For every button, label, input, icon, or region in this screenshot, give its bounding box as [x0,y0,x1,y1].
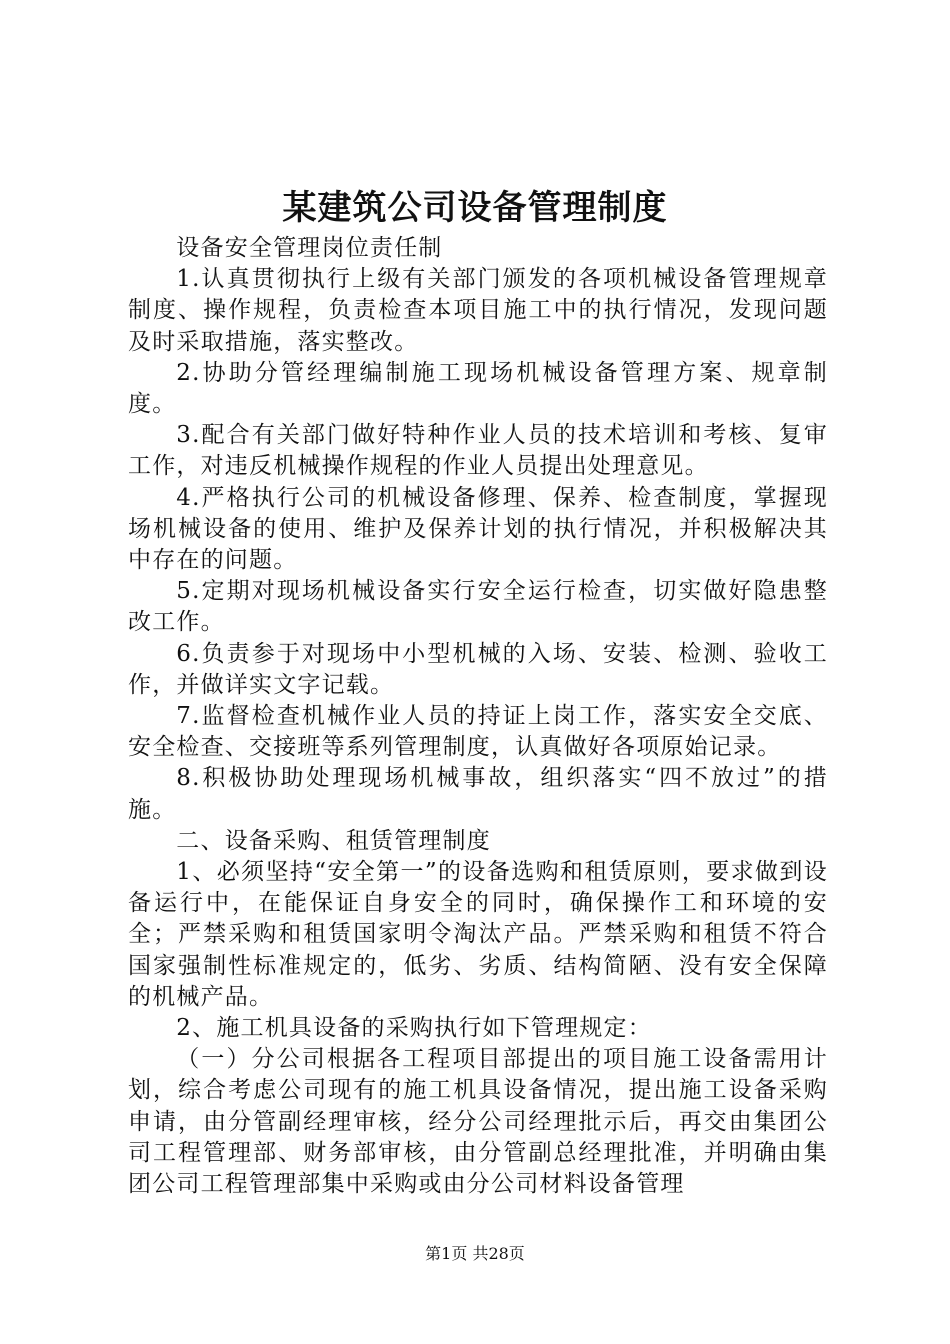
paragraph: 5.定期对现场机械设备实行安全运行检查，切实做好隐患整改工作。 [128,578,828,636]
section-heading: 二、设备采购、租赁管理制度 [176,827,491,854]
paragraph: 8.积极协助处理现场机械事故，组织落实“四不放过”的措施。 [128,765,828,823]
paragraph: （一）分公司根据各工程项目部提出的项目施工设备需用计划，综合考虑公司现有的施工机具设备情况，提出施工设备采购申请，由分管副经理审核，经分公司经理批示后，再交由集团公司工程管理部、财务部审核，由分管副总经理批准，并明确由集团公司工程管理部集中采购或由分公司材料设备管理 [128,1046,828,1198]
paragraph: 1、必须坚持“安全第一”的设备选购和租赁原则，要求做到设备运行中，在能保证自身安全的同时，确保操作工和环境的安全；严禁采购和租赁国家明令淘汰产品。严禁采购和租赁不符合国家强制性标准规定的，低劣、劣质、结构简陋、没有安全保障的机械产品。 [128,859,828,1010]
paragraph: 4.严格执行公司的机械设备修理、保养、检查制度，掌握现场机械设备的使用、维护及保养计划的执行情况，并积极解决其中存在的问题。 [128,484,828,574]
document-body [128,233,828,1200]
paragraph: 7.监督检查机械作业人员的持证上岗工作，落实安全交底、安全检查、交接班等系列管理制度，认真做好各项原始记录。 [128,703,828,761]
section-heading: 设备安全管理岗位责任制 [176,235,443,261]
paragraph: 2、施工机具设备的采购执行如下管理规定： [176,1015,652,1042]
page-number-footer: 第1页 共28页 [425,1244,525,1263]
document-title: 某建筑公司设备管理制度 [282,188,668,228]
paragraph: 6.负责参于对现场中小型机械的入场、安装、检测、验收工作，并做详实文字记载。 [128,640,828,698]
paragraph: 1.认真贯彻执行上级有关部门颁发的各项机械设备管理规章制度、操作规程，负责检查本项目施工中的执行情况，发现问题及时采取措施，落实整改。 [128,266,828,355]
paragraph: 3.配合有关部门做好特种作业人员的技术培训和考核、复审工作，对违反机械操作规程的作业人员提出处理意见。 [128,422,828,480]
paragraph: 2.协助分管经理编制施工现场机械设备管理方案、规章制度。 [128,359,828,418]
